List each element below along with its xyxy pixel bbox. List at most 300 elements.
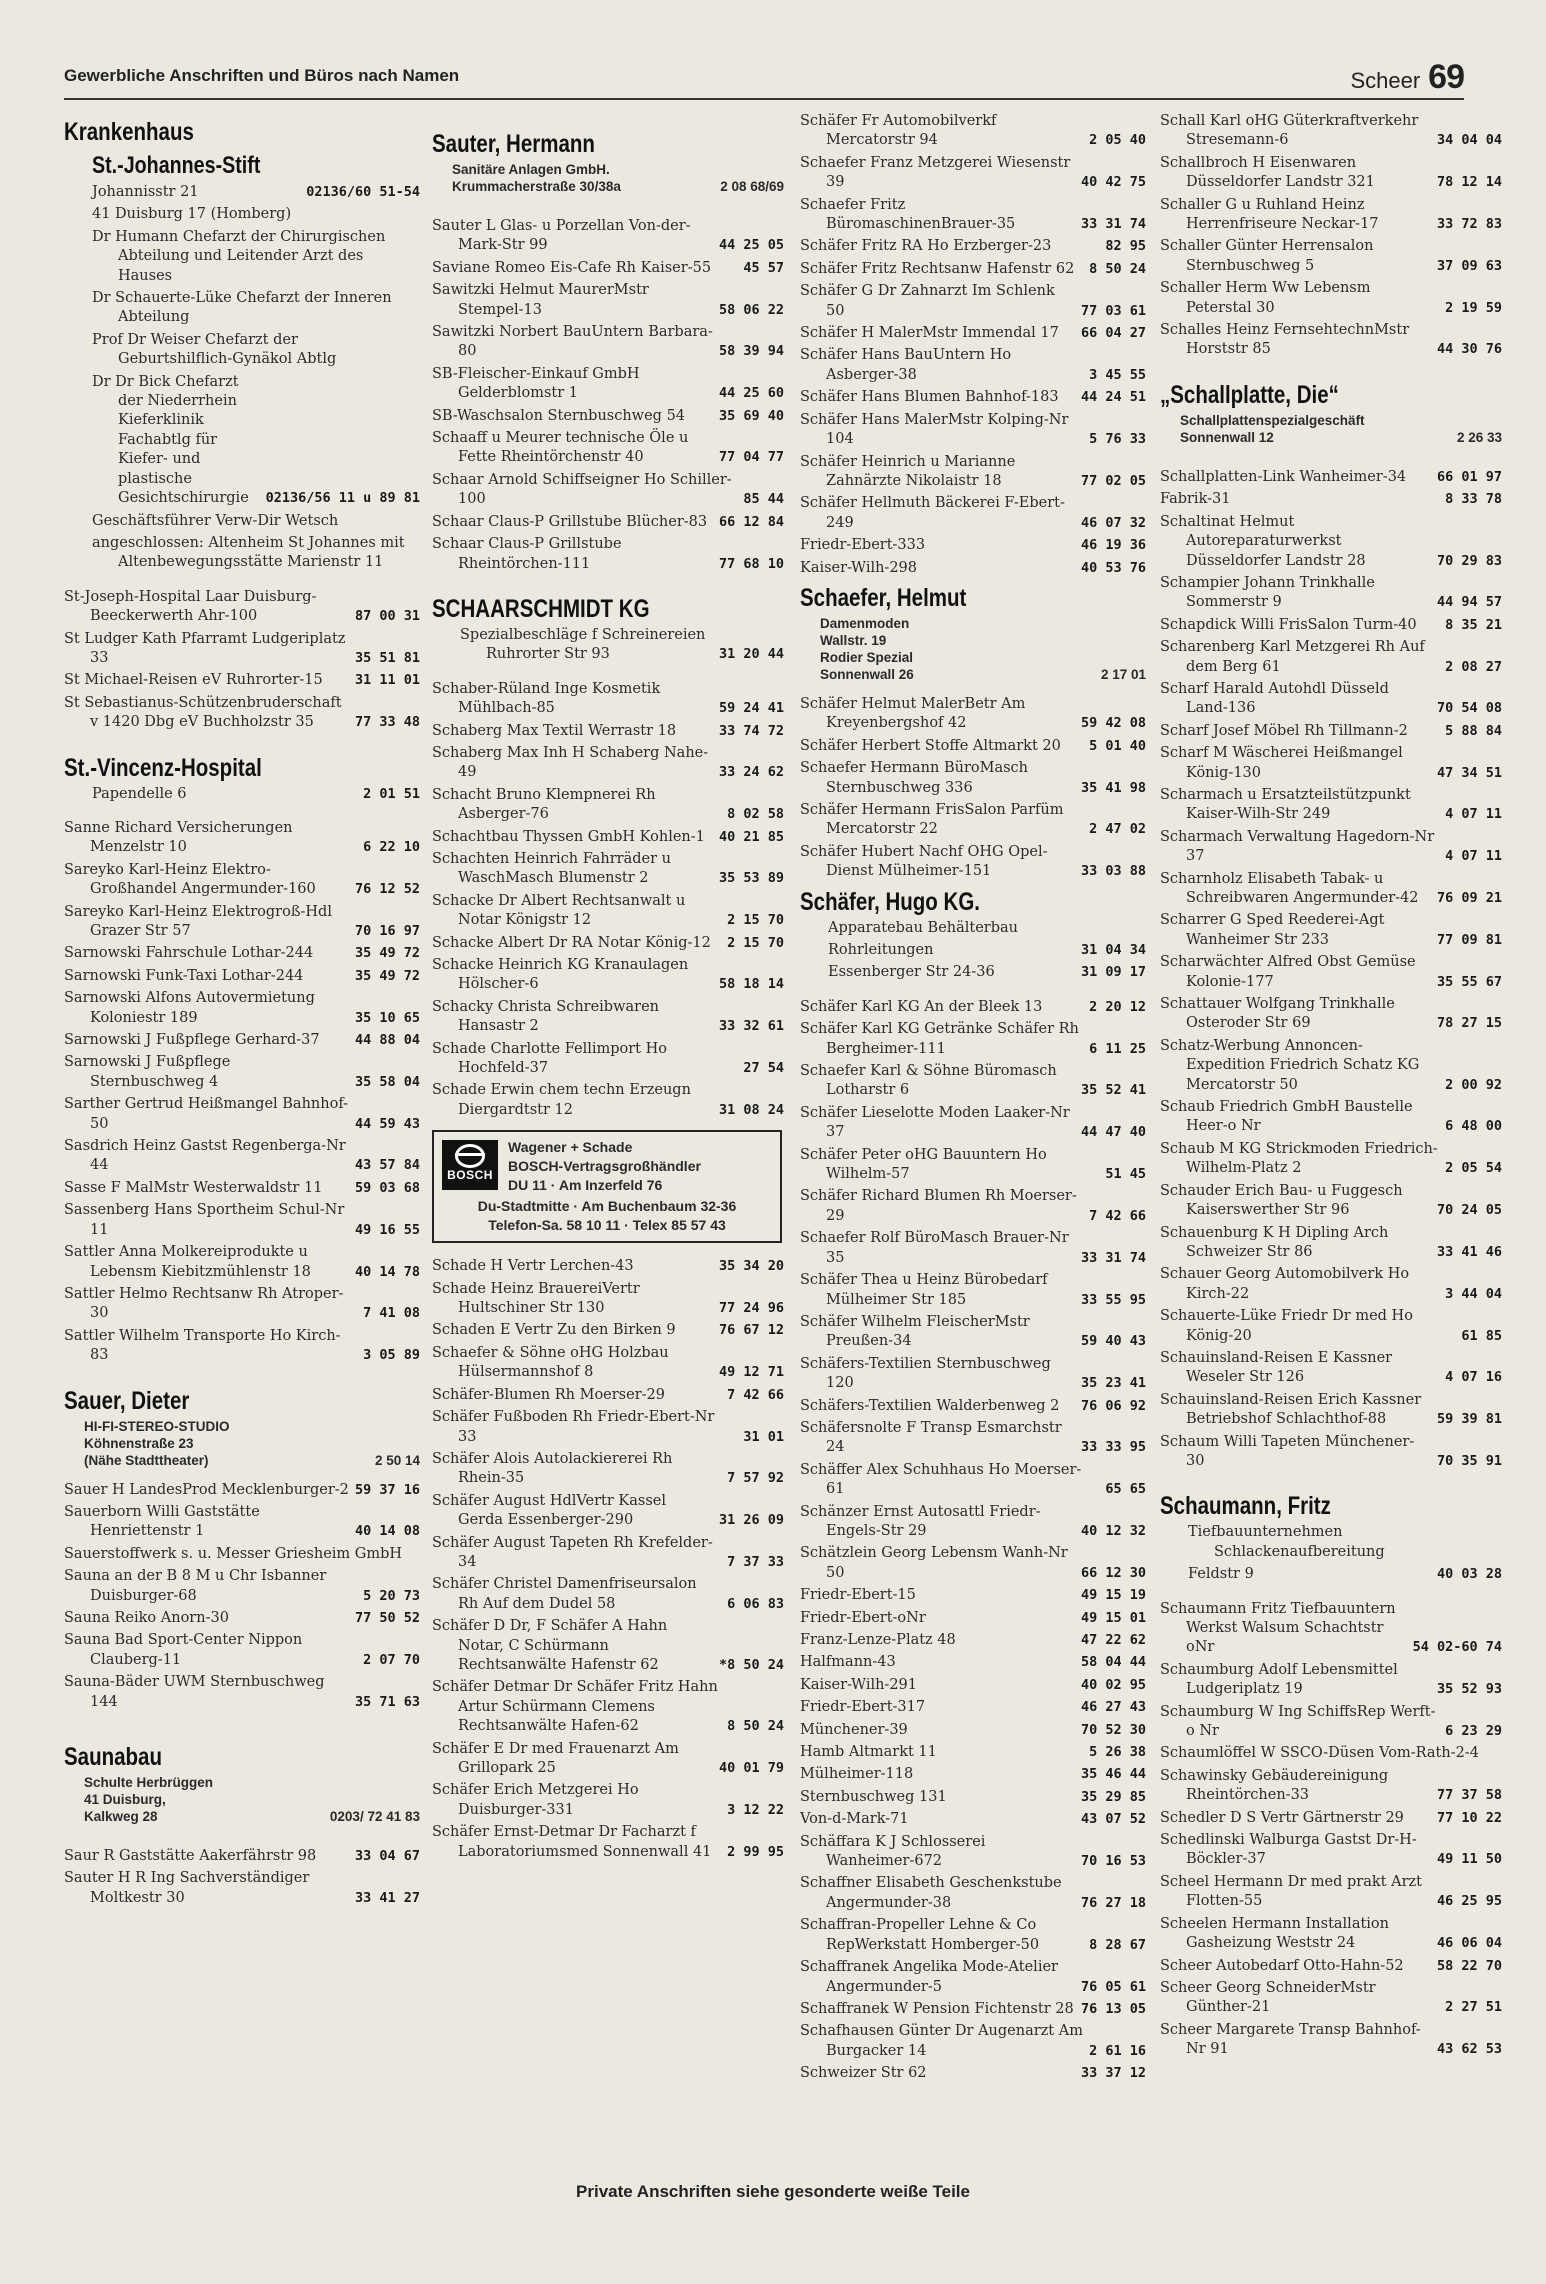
directory-entry	[800, 941, 1146, 960]
entry-text: Schaar Claus-P Grillstube Rheintörchen-111	[432, 536, 622, 572]
directory-entry	[1160, 722, 1502, 741]
entry-text: Schäfer D Dr, F Schäfer A Hahn Notar, C Schürmann Rechtsanwälte Hafenstr 62	[432, 1618, 668, 1673]
directory-entry	[432, 1575, 784, 1614]
entry-text: Schäfer H MalerMstr Immendal 17	[800, 325, 1059, 342]
entry-text: Schäfer August Tapeten Rh Krefelder-34	[432, 1534, 713, 1570]
phone-number: 49 12 71	[718, 1364, 784, 1381]
directory-entry	[432, 1740, 784, 1779]
directory-entry	[64, 331, 420, 370]
directory-entry	[1160, 574, 1502, 613]
directory-entry	[64, 1545, 420, 1564]
phone-number: 35 58 04	[354, 1073, 420, 1090]
directory-entry	[432, 217, 784, 256]
phone-number: 66 04 27	[1080, 325, 1146, 342]
entry-list	[432, 217, 784, 574]
entry-text: Schauerte-Lüke Friedr Dr med Ho König-20	[1160, 1308, 1413, 1344]
directory-entry	[64, 1567, 420, 1606]
directory-entry	[800, 154, 1146, 193]
entry-text: Scharf Harald Autohdl Düsseld Land-136	[1160, 680, 1389, 717]
entry-text: Schäfer Detmar Dr Schäfer Fritz Hahn Artur Schürmann Clemens Rechtsanwälte Hafen-62	[432, 1679, 718, 1735]
entry-text: Geschäftsführer Verw-Dir Wetsch	[92, 512, 339, 529]
directory-entry	[1160, 1037, 1502, 1095]
directory-entry	[800, 1765, 1146, 1784]
phone-number: 6 23 29	[1445, 1723, 1502, 1740]
entry-text: Schacht Bruno Klempnerei Rh Asberger-76	[432, 786, 656, 823]
phone-number: 5 20 73	[363, 1587, 420, 1604]
phone-number: 8 02 58	[727, 806, 784, 823]
phone-number: 77 50 52	[354, 1609, 420, 1626]
listing-line: HI-FI-STEREO-STUDIO	[84, 1418, 230, 1434]
phone-number: 6 22 10	[363, 839, 420, 856]
entry-text: Schäfer Christel Damenfriseursalon Rh Auf dem Dudel 58	[432, 1576, 697, 1612]
entry-text: Schalles Heinz FernsehtechnMstr Horststr 85	[1160, 322, 1410, 358]
entry-text: Schallplatten-Link Wanheimer-34	[1160, 468, 1407, 485]
directory-entry	[800, 1020, 1146, 1059]
entry-list	[1160, 1600, 1502, 2060]
entry-text: Sattler Anna Molkereiprodukte u Lebensm Kiebitzmühlenstr 18	[64, 1244, 311, 1280]
directory-entry	[1160, 828, 1502, 867]
entry-text: Fabrik-31	[1160, 491, 1231, 508]
directory-entry	[800, 1631, 1146, 1650]
phone-number: 40 14 78	[354, 1263, 420, 1280]
entry-text: Schedlinski Walburga Gastst Dr-H-Böckler-37	[1160, 1832, 1417, 1868]
directory-entry	[800, 1104, 1146, 1143]
logo-text: BOSCH	[447, 1168, 493, 1183]
phone-number: 44 88 04	[354, 1032, 420, 1049]
entry-text: Schattauer Wolfgang Trinkhalle Osteroder Str 69	[1160, 996, 1395, 1032]
listing-heading: Saunabau	[64, 1743, 162, 1771]
ad-line: Du-Stadtmitte · Am Buchenbaum 32-36	[477, 1198, 737, 1215]
entry-text: Sattler Helmo Rechtsanw Rh Atroper-30	[64, 1285, 344, 1322]
entry-text: 41 Duisburg 17 (Homberg)	[92, 206, 292, 223]
phone-number: 33 04 67	[354, 1848, 420, 1864]
phone-number: 33 31 74	[1080, 1249, 1146, 1266]
phone-number: 5 01 40	[1089, 737, 1146, 754]
directory-entry	[64, 1179, 420, 1198]
entry-text: Sawitzki Norbert BauUntern Barbara-80	[432, 324, 713, 360]
phone-number: 33 33 95	[1080, 1439, 1146, 1456]
directory-entry	[1160, 953, 1502, 992]
directory-entry	[1160, 616, 1502, 635]
entry-text: Schaffner Elisabeth Geschenkstube Angermunder-38	[800, 1875, 1062, 1911]
directory-entry	[1160, 468, 1502, 487]
directory-entry	[64, 183, 420, 202]
phone-number: 35 49 72	[354, 967, 420, 984]
phone-number: 70 16 53	[1080, 1853, 1146, 1870]
directory-entry	[800, 2064, 1146, 2083]
directory-entry	[800, 494, 1146, 533]
entry-text: Schäfer Hubert Nachf OHG Opel-Dienst Mülheimer-151	[800, 843, 1048, 880]
phone-number: 40 53 76	[1080, 559, 1146, 576]
phone-number: 2 15 70	[727, 912, 784, 929]
phone-number: 77 09 81	[1436, 931, 1502, 948]
entry-text: Schäfer Fr Automobilverkf Mercatorstr 94	[800, 113, 997, 149]
phone-number: 61 85	[1461, 1327, 1502, 1344]
phone-number: 2 26 33	[1456, 429, 1502, 445]
directory-entry	[64, 989, 420, 1028]
phone-number: 35 55 67	[1436, 973, 1502, 990]
entry-text: Schauenburg K H Dipling Arch Schweizer Str 86	[1160, 1224, 1389, 1260]
directory-entry	[64, 534, 420, 573]
directory-entry	[432, 1257, 784, 1276]
directory-entry	[1160, 1391, 1502, 1430]
phone-number: 49 15 01	[1080, 1609, 1146, 1626]
page-header	[64, 58, 1464, 100]
listing-line	[800, 666, 1146, 683]
entry-text: Schäfer Alois Autolackiererei Rh Rhein-35	[432, 1450, 673, 1487]
directory-entry	[800, 237, 1146, 256]
phone-number: 7 37 33	[727, 1553, 784, 1570]
directory-entry	[800, 1544, 1146, 1583]
phone-number: 8 35 21	[1445, 616, 1502, 633]
entry-text: Sarnowski J Fußpflege Gerhard-37	[64, 1032, 320, 1049]
phone-number: 27 54	[743, 1060, 784, 1077]
phone-number: 2 05 54	[1445, 1160, 1502, 1177]
directory-entry	[64, 861, 420, 900]
phone-number: 35 51 81	[354, 649, 420, 666]
entry-text: Schaltinat Helmut Autoreparaturwerkst Düsseldorfer Landstr 28	[1160, 513, 1366, 569]
directory-entry	[432, 1450, 784, 1489]
phone-number: 66 12 84	[718, 513, 784, 530]
phone-number: 2 27 51	[1445, 1999, 1502, 2016]
entry-text: Schallbroch H Eisenwaren Düsseldorfer Landstr 321	[1160, 154, 1375, 191]
phone-number: 33 74 72	[718, 722, 784, 739]
entry-text: Schapdick Willi FrisSalon Turm-40	[1160, 616, 1417, 633]
entry-text: Schaum Willi Tapeten Münchener-30	[1160, 1433, 1415, 1469]
bosch-logo-icon	[442, 1140, 498, 1190]
phone-number: 5 26 38	[1089, 1744, 1146, 1761]
directory-entry	[432, 1678, 784, 1736]
entry-text: Schäfer Herbert Stoffe Altmarkt 20	[800, 737, 1061, 754]
directory-entry	[64, 785, 420, 804]
directory-entry	[800, 963, 1146, 982]
directory-entry	[800, 801, 1146, 840]
entry-text: Schaberg Max Textil Werrastr 18	[432, 722, 677, 739]
directory-entry	[1160, 638, 1502, 677]
phone-number: 33 37 12	[1080, 2065, 1146, 2082]
entry-list	[800, 695, 1146, 882]
directory-entry	[1160, 1767, 1502, 1806]
directory-entry	[64, 903, 420, 942]
entry-text: Mülheimer-118	[800, 1766, 914, 1783]
directory-entry	[64, 1609, 420, 1628]
phone-number: 40 42 75	[1080, 174, 1146, 191]
directory-entry	[1160, 1661, 1502, 1700]
directory-entry	[1160, 911, 1502, 950]
entry-text: Scharmach u Ersatzteilstützpunkt Kaiser-Wilh-Str 249	[1160, 786, 1411, 823]
directory-entry	[432, 323, 784, 362]
entry-text: Scheelen Hermann Installation Gasheizung Weststr 24	[1160, 1915, 1389, 1952]
phone-number: 78 12 14	[1436, 174, 1502, 191]
entry-text: Schaumburg Adolf Lebensmittel Ludgeriplatz 19	[1160, 1661, 1398, 1698]
entry-text: Schaden E Vertr Zu den Birken 9	[432, 1322, 676, 1339]
listing-heading: SCHAARSCHMIDT KG	[432, 594, 650, 623]
entry-text: Schäfer August HdlVertr Kassel Gerda Essenberger-290	[432, 1492, 666, 1529]
directory-entry	[432, 281, 784, 320]
phone-number: 2 01 51	[363, 785, 420, 802]
entry-text: Schaefer Rolf BüroMasch Brauer-Nr 35	[800, 1230, 1069, 1266]
phone-number: 70 52 30	[1080, 1721, 1146, 1738]
entry-text: Feldstr 9	[1188, 1566, 1254, 1583]
directory-entry	[800, 1721, 1146, 1740]
directory-entry	[800, 1810, 1146, 1829]
directory-entry	[800, 1503, 1146, 1542]
phone-number: 46 27 43	[1080, 1699, 1146, 1716]
phone-number: 46 06 04	[1436, 1935, 1502, 1952]
directory-entry	[1160, 680, 1502, 719]
entry-text: Schade H Vertr Lerchen-43	[432, 1258, 634, 1275]
listing-block	[64, 785, 420, 804]
entry-list	[432, 1257, 784, 1862]
entry-text: Schäfer Karl KG An der Bleek 13	[800, 998, 1043, 1015]
entry-text: Scharmach Verwaltung Hagedorn-Nr 37	[1160, 828, 1435, 865]
directory-entry	[432, 259, 784, 278]
phone-number: 2 61 16	[1089, 2042, 1146, 2059]
phone-number: 46 07 32	[1080, 514, 1146, 531]
ad-line: Wagener + Schade	[508, 1139, 633, 1156]
directory-entry	[800, 411, 1146, 450]
phone-number: 7 42 66	[1089, 1207, 1146, 1224]
phone-number: 7 42 66	[727, 1386, 784, 1403]
listing-heading: Krankenhaus	[64, 118, 194, 146]
entry-text: Sauter L Glas- u Porzellan Von-der-Mark-Str 99	[432, 218, 691, 254]
entry-text: Schäfer Hellmuth Bäckerei F-Ebert-249	[800, 495, 1065, 531]
phone-number: 6 06 83	[727, 1595, 784, 1612]
phone-number: 70 54 08	[1436, 700, 1502, 717]
directory-entry	[800, 2000, 1146, 2019]
directory-entry	[800, 1743, 1146, 1762]
phone-number: 35 49 72	[354, 945, 420, 962]
directory-entry	[800, 1271, 1146, 1310]
phone-number: *8 50 24	[718, 1656, 784, 1673]
directory-entry	[1160, 237, 1502, 276]
entry-text: Spezialbeschläge f Schreinereien Ruhrorter Str 93	[460, 626, 706, 663]
entry-text: Scharnholz Elisabeth Tabak- u Schreibwaren Angermunder-42	[1160, 870, 1419, 906]
directory-entry	[432, 513, 784, 532]
phone-number: 87 00 31	[354, 608, 420, 625]
listing-line: Wallstr. 19	[820, 632, 887, 648]
directory-entry	[800, 112, 1146, 151]
phone-number: 65 65	[1105, 1481, 1146, 1498]
entry-text: Schäffara K J Schlosserei Wanheimer-672	[800, 1833, 986, 1870]
entry-text: Sauter H R Ing Sachverständiger Moltkestr 30	[64, 1870, 310, 1906]
entry-text: SB-Waschsalon Sternbuschweg 54	[432, 407, 686, 424]
phone-number: 33 55 95	[1080, 1291, 1146, 1308]
directory-entry	[432, 786, 784, 825]
phone-number: 37 09 63	[1436, 257, 1502, 274]
phone-number: 76 13 05	[1080, 2000, 1146, 2017]
entry-text: Schauinsland-Reisen Erich Kassner Betriebshof Schlachthof-88	[1160, 1391, 1422, 1428]
phone-number: 2 99 95	[727, 1843, 784, 1860]
entry-text: Schaub Friedrich GmbH Baustelle Heer-o Nr	[1160, 1099, 1413, 1135]
directory-entry	[1160, 112, 1502, 151]
entry-text: Sauna Reiko Anorn-30	[64, 1609, 229, 1626]
entry-text: Sarnowski Funk-Taxi Lothar-244	[64, 967, 304, 984]
entry-text: Scharrer G Sped Reederei-Agt Wanheimer Str 233	[1160, 912, 1385, 948]
entry-text: Schaberg Max Inh H Schaberg Nahe-49	[432, 744, 709, 781]
entry-text: Sasse F MalMstr Westerwaldstr 11	[64, 1179, 323, 1196]
directory-entry	[64, 1869, 420, 1908]
phone-number: 31 09 17	[1080, 964, 1146, 981]
phone-number: 02136/56 11 u 89 81	[265, 490, 420, 507]
listing-line: Köhnenstraße 23	[84, 1435, 194, 1451]
entry-text: Friedr-Ebert-317	[800, 1699, 926, 1716]
entry-text: Scheer Autobedarf Otto-Hahn-52	[1160, 1957, 1404, 1974]
phone-number: 77 04 77	[718, 449, 784, 466]
phone-number: 2 05 40	[1089, 132, 1146, 149]
directory-entry	[800, 1062, 1146, 1101]
directory-entry	[432, 680, 784, 719]
entry-text: Scheel Hermann Dr med prakt Arzt Flotten-55	[1160, 1873, 1422, 1910]
entry-text: Schaumann Fritz Tiefbauuntern Werkst Walsum Schachtstr oNr	[1160, 1600, 1396, 1656]
entry-text: Schachten Heinrich Fahrräder u WaschMasch Blumenstr 2	[432, 850, 672, 887]
entry-text: Schäfers-Textilien Walderbenweg 2	[800, 1397, 1060, 1414]
directory-entry	[800, 695, 1146, 734]
directory-entry	[1160, 1224, 1502, 1263]
phone-number: 4 07 11	[1445, 806, 1502, 823]
directory-entry	[800, 260, 1146, 279]
phone-number: 2 08 27	[1445, 658, 1502, 675]
entry-list	[64, 819, 420, 1366]
entry-text: St-Joseph-Hospital Laar Duisburg-Beeckerwerth Ahr-100	[64, 588, 317, 625]
phone-number: 59 24 41	[718, 700, 784, 717]
phone-number: 46 25 95	[1436, 1893, 1502, 1910]
phone-number: 35 71 63	[354, 1693, 420, 1710]
phone-number: 77 37 58	[1436, 1787, 1502, 1804]
entry-text: Schäfer Lieselotte Moden Laaker-Nr 37	[800, 1104, 1070, 1141]
entry-text: Dr Dr Bick Chefarzt der Niederrhein Kieferklinik Fachabtlg für Kiefer- und plastische Gesichtschirurgie	[92, 373, 249, 507]
phone-number: 44 94 57	[1436, 594, 1502, 611]
bosch-advertisement	[432, 1130, 782, 1243]
directory-entry	[432, 407, 784, 426]
listing-line: Schallplattenspezialgeschäft	[1180, 412, 1365, 428]
entry-list	[1160, 468, 1502, 1472]
directory-entry	[432, 1040, 784, 1079]
phone-number: 35 69 40	[718, 407, 784, 424]
entry-text: Schäfer Peter oHG Bauuntern Ho Wilhelm-57	[800, 1146, 1047, 1183]
column-3	[800, 112, 1146, 2212]
entry-text: Saur R Gaststätte Aakerfährstr 98	[64, 1848, 317, 1864]
listing-heading: St.-Vincenz-Hospital	[64, 753, 262, 782]
directory-entry	[800, 1698, 1146, 1717]
phone-number: 35 10 65	[354, 1009, 420, 1026]
phone-number: 35 23 41	[1080, 1375, 1146, 1392]
entry-text: Schade Heinz BrauereiVertr Hultschiner Str 130	[432, 1280, 640, 1317]
directory-entry	[432, 1534, 784, 1573]
directory-entry	[800, 919, 1146, 938]
directory-entry	[1160, 1957, 1502, 1976]
phone-number: 33 41 27	[354, 1889, 420, 1906]
entry-text: Sareyko Karl-Heinz Elektrogroß-Hdl Grazer Str 57	[64, 903, 332, 939]
phone-number: 70 35 91	[1436, 1452, 1502, 1469]
directory-entry	[800, 1586, 1146, 1605]
directory-entry	[1160, 1915, 1502, 1954]
phone-number: 40 12 32	[1080, 1522, 1146, 1539]
directory-entry	[432, 744, 784, 783]
directory-entry	[64, 373, 420, 509]
phone-number: 44 30 76	[1436, 341, 1502, 358]
entry-text: Schacky Christa Schreibwaren Hansastr 2	[432, 998, 660, 1035]
phone-number: 44 59 43	[354, 1115, 420, 1132]
entry-text: Schaefer & Söhne oHG Holzbau Hülsermannshof 8	[432, 1344, 669, 1381]
phone-number: 6 48 00	[1445, 1118, 1502, 1135]
entry-text: Schänzer Ernst Autosattl Friedr-Engels-Str 29	[800, 1503, 1041, 1539]
phone-number: 33 41 46	[1436, 1243, 1502, 1260]
directory-entry	[800, 1916, 1146, 1955]
phone-number: 40 14 08	[354, 1523, 420, 1540]
entry-text: Sanne Richard Versicherungen Menzelstr 10	[64, 819, 293, 856]
phone-number: 40 02 95	[1080, 1676, 1146, 1693]
directory-entry	[432, 626, 784, 665]
directory-entry	[64, 944, 420, 963]
phone-number: 35 34 20	[718, 1258, 784, 1275]
phone-number: 43 62 53	[1436, 2041, 1502, 2058]
entry-text: Scharwächter Alfred Obst Gemüse Kolonie-177	[1160, 954, 1416, 990]
entry-text: Schaefer Hermann BüroMasch Sternbuschweg 336	[800, 760, 1028, 796]
listing-heading: Schaefer, Helmut	[800, 583, 967, 612]
directory-entry	[1160, 1809, 1502, 1828]
phone-number: 76 06 92	[1080, 1397, 1146, 1414]
entry-text: Scharenberg Karl Metzgerei Rh Auf dem Berg 61	[1160, 639, 1425, 675]
phone-number: 58 04 44	[1080, 1654, 1146, 1671]
directory-entry	[64, 1673, 420, 1712]
directory-entry	[1160, 1979, 1502, 2018]
entry-text: Schäfer Wilhelm FleischerMstr Preußen-34	[800, 1313, 1030, 1350]
directory-entry	[1160, 1600, 1502, 1658]
directory-entry	[1160, 1744, 1502, 1763]
entry-text: Sauna-Bäder UWM Sternbuschweg 144	[64, 1674, 325, 1710]
entry-text: Schäfer Heinrich u Marianne Zahnärzte Nikolaistr 18	[800, 453, 1016, 489]
entry-text: Schäfer G Dr Zahnarzt Im Schlenk 50	[800, 283, 1055, 319]
entry-text: Schäfer Fritz RA Ho Erzberger-23	[800, 238, 1052, 255]
phone-number: 58 22 70	[1436, 1957, 1502, 1974]
directory-entry	[1160, 1703, 1502, 1742]
entry-text: Schäfersnolte F Transp Esmarchstr 24	[800, 1419, 1062, 1456]
listing-line	[1160, 429, 1502, 446]
entry-text: Schäfer Fritz Rechtsanw Hafenstr 62	[800, 260, 1075, 277]
directory-entry	[432, 365, 784, 404]
listing-text: Sonnenwall 12	[1180, 429, 1274, 445]
directory-entry	[1160, 1565, 1502, 1584]
phone-number: 70 16 97	[354, 923, 420, 939]
listing-heading: St.-Johannes-Stift	[92, 152, 261, 179]
entry-text: Sareyko Karl-Heinz Elektro-Großhandel Angermunder-160	[64, 861, 316, 898]
directory-entry	[1160, 1349, 1502, 1388]
entry-text: St Michael-Reisen eV Ruhrorter-15	[64, 672, 323, 689]
directory-entry	[64, 1201, 420, 1240]
entry-text: Rohrleitungen	[828, 942, 934, 958]
phone-number: 2 08 68/69	[720, 179, 784, 194]
entry-text: Schweizer Str 62	[800, 2065, 927, 2082]
entry-list	[432, 680, 784, 1121]
entry-text: Schaber-Rüland Inge Kosmetik Mühlbach-85	[432, 680, 661, 717]
entry-text: Tiefbauunternehmen Schlackenaufbereitung	[1188, 1524, 1385, 1560]
directory-entry	[64, 588, 420, 627]
listing-heading: „Schallplatte, Die“	[1160, 380, 1339, 409]
directory-entry	[800, 1958, 1146, 1997]
entry-text: Schaefer Franz Metzgerei Wiesenstr 39	[800, 154, 1071, 191]
entry-text: Schafhausen Günter Dr Augenarzt Am Burgacker 14	[800, 2023, 1083, 2059]
directory-entry	[64, 289, 420, 328]
directory-entry	[1160, 1831, 1502, 1870]
directory-entry	[1160, 2021, 1502, 2060]
phone-number: 35 53 89	[718, 870, 784, 887]
entry-text: Schäfer Helmut MalerBetr Am Kreyenbergshof 42	[800, 695, 1026, 732]
directory-entry	[1160, 490, 1502, 509]
phone-number: 85 44	[743, 491, 784, 508]
entry-text: Schätzlein Georg Lebensm Wanh-Nr 50	[800, 1545, 1068, 1581]
phone-number: 51 45	[1105, 1166, 1146, 1183]
